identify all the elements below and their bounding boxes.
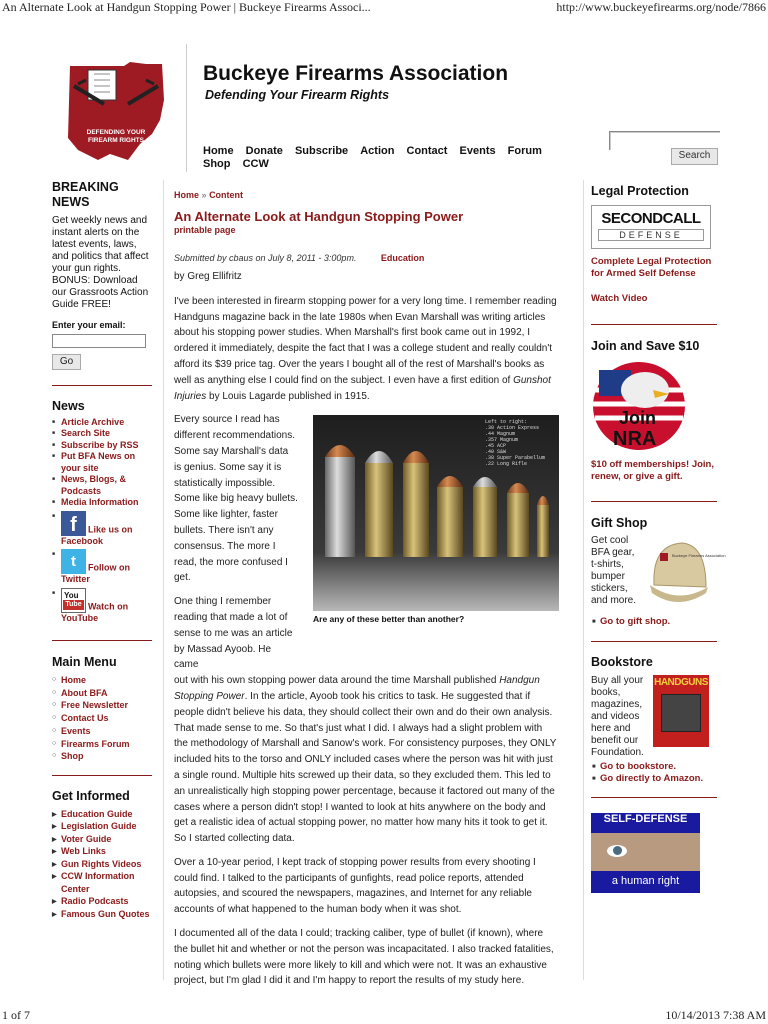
menu-item-events[interactable]: ○ Events xyxy=(52,725,152,738)
article-meta xyxy=(174,248,564,266)
site-slogan: Defending Your Firearm Rights xyxy=(205,88,390,102)
menu-item-shop[interactable]: ○ Shop xyxy=(52,750,152,763)
breadcrumb-content[interactable]: Content xyxy=(209,190,244,200)
right-divider xyxy=(591,641,717,642)
facebook-link[interactable]: ■ f Like us on Facebook xyxy=(52,511,152,548)
pistol-photo xyxy=(661,694,701,732)
category-link[interactable]: Education xyxy=(380,253,425,263)
print-header xyxy=(0,0,768,14)
gift-shop-title: Gift Shop xyxy=(591,516,648,530)
nav-subscribe[interactable]: Subscribe xyxy=(294,145,349,157)
news-item-blogs[interactable]: ■ News, Blogs, & Podcasts xyxy=(52,474,152,497)
self-defense-banner[interactable] xyxy=(591,813,700,893)
menu-item-about[interactable]: ○ About BFA xyxy=(52,687,152,700)
cap-icon xyxy=(648,535,726,609)
svg-text:FIREARM RIGHTS: FIREARM RIGHTS xyxy=(88,137,144,144)
column-divider xyxy=(583,180,584,980)
breaking-news-text: Get weekly news and instant alerts on the latest events, laws, and politics that affect your gun rights. BONUS: Download our Grassroots Action Guide FREE! xyxy=(52,215,149,310)
page-count: 1 of 7 xyxy=(2,1008,30,1022)
site-logo[interactable] xyxy=(64,60,168,166)
cartridges-image xyxy=(313,415,559,611)
right-divider xyxy=(591,501,717,502)
svg-text:.357 Magnum: .357 Magnum xyxy=(485,437,519,443)
bookstore-block xyxy=(591,675,717,761)
informed-item-voter[interactable]: ▶ Voter Guide xyxy=(52,833,152,846)
byline: by Greg Ellifritz xyxy=(174,271,242,282)
eye-image xyxy=(591,833,700,871)
self-defense-bottom-text: a human right xyxy=(611,875,680,887)
legal-protection-link[interactable]: Complete Legal Protection for Armed Self Defense xyxy=(591,256,712,279)
bookstore-title: Bookstore xyxy=(591,655,653,669)
main-menu-title: Main Menu xyxy=(52,655,117,669)
email-label: Enter your email: xyxy=(52,320,126,330)
submitted-line: Submitted by cbaus on July 8, 2011 - 3:00pm. xyxy=(174,253,357,263)
print-timestamp: 10/14/2013 7:38 AM xyxy=(665,1008,766,1022)
join-nra-title: Join and Save $10 xyxy=(591,339,700,353)
nav-events[interactable]: Events xyxy=(459,145,496,157)
svg-text:.30 Action Express: .30 Action Express xyxy=(485,425,540,431)
svg-text:.22 Long Rifle: .22 Long Rifle xyxy=(485,461,528,467)
amazon-link[interactable]: ■ Go directly to Amazon. xyxy=(592,773,704,784)
menu-item-forum[interactable]: ○ Firearms Forum xyxy=(52,738,152,751)
svg-text:.44 Magnum: .44 Magnum xyxy=(485,431,516,437)
secondcall-brand: SECONDCALL xyxy=(601,210,701,227)
news-item-archive[interactable]: ■ Article Archive xyxy=(52,417,152,429)
column-divider xyxy=(163,180,164,980)
nav-home[interactable]: Home xyxy=(203,145,234,157)
header-divider xyxy=(186,44,187,172)
main-menu-list xyxy=(52,674,152,763)
article-paragraph: Over a 10-year period, I kept track of stopping power results from every shooting I could find. I talked to the participants of gunfights, read police reports, attended autopsies, and scoured the newspapers, magazines, and Internet for any reliable accounts of what happened to the human body when it was shot. xyxy=(174,856,536,916)
left-divider xyxy=(52,640,152,641)
nra-membership-link[interactable]: $10 off memberships! Join, renew, or give a gift. xyxy=(591,459,715,482)
article-paragraph: I've been interested in firearm stopping power for a very long time. I remember reading Handguns magazine back in the late 1980s when Evan Marshall was writing articles about his stopping power studies. When Marshall's first book came out in 1992, I ordered it immediately, despite the fact that I was a college student and really couldn't afford its $39 price tag. Over the years I bought all of the rest of Marshall's books as well as anything else I could find on the subject. I even have a first edition of Gunshot Injuries by Louis Lagarde published in 1915. xyxy=(174,295,557,402)
ohio-logo-icon xyxy=(64,60,168,166)
facebook-icon: f xyxy=(61,511,86,536)
right-divider xyxy=(591,797,717,798)
search-button[interactable]: Search xyxy=(671,148,718,165)
news-list xyxy=(52,417,152,625)
self-defense-top-text: SELF-DEFENSE xyxy=(603,813,688,825)
youtube-icon: ■ You Tube xyxy=(61,588,86,613)
informed-item-legislation[interactable]: ▶ Legislation Guide xyxy=(52,820,152,833)
svg-text:Buckeye Firearms Association: Buckeye Firearms Association xyxy=(672,553,726,558)
twitter-icon: t xyxy=(61,549,86,574)
news-item-media[interactable]: ■ Media Information xyxy=(52,497,152,509)
left-divider xyxy=(52,775,152,776)
go-button[interactable]: Go xyxy=(52,354,81,370)
get-informed-title: Get Informed xyxy=(52,788,130,803)
bookstore-link[interactable]: ■ Go to bookstore. xyxy=(592,761,676,772)
left-sidebar xyxy=(52,180,152,920)
site-title[interactable]: Buckeye Firearms Association xyxy=(203,62,509,85)
breadcrumb: Home » Content xyxy=(174,190,244,200)
right-sidebar xyxy=(591,180,726,893)
printable-page-link[interactable]: printable page xyxy=(174,225,236,235)
nra-join-text: Join xyxy=(619,408,657,428)
youtube-link[interactable]: ■ You Tube Watch on YouTube xyxy=(52,588,152,625)
print-page-title: An Alternate Look at Handgun Stopping Power | Buckeye Firearms Associ... xyxy=(2,0,371,14)
right-divider xyxy=(591,324,717,325)
informed-item-podcasts[interactable]: ▶ Radio Podcasts xyxy=(52,895,152,908)
svg-text:.40 S&W: .40 S&W xyxy=(485,449,507,455)
nav-donate[interactable]: Donate xyxy=(245,145,283,157)
gift-shop-block xyxy=(591,535,726,611)
nav-contact[interactable]: Contact xyxy=(406,145,448,157)
nav-forum[interactable]: Forum xyxy=(507,145,542,157)
nav-action[interactable]: Action xyxy=(360,145,395,157)
news-item-search[interactable]: ■ Search Site xyxy=(52,428,152,440)
secondcall-banner[interactable] xyxy=(591,205,711,249)
breaking-news-title: BREAKING NEWS xyxy=(52,180,119,209)
ammunition-photo xyxy=(313,415,559,611)
nra-banner[interactable] xyxy=(591,360,687,458)
informed-item-videos[interactable]: ▶ Gun Rights Videos xyxy=(52,858,152,871)
breadcrumb-home[interactable]: Home xyxy=(174,190,200,200)
news-title: News xyxy=(52,398,85,413)
article-paragraph: I documented all of the data I could; tracking caliber, type of bullet (if known), where the bullet hit and whether or not the person was incapacitated. I also tracked fatalities, noting which bullets were more likely to kill and which were not. It was an exhaustive project, but I'm glad I did it and I'm happy to report the results of my study here. xyxy=(174,928,554,987)
handguns-magazine-title: HANDGUNS xyxy=(654,677,708,688)
news-item-rss[interactable]: ■ Subscribe by RSS xyxy=(52,440,152,452)
image-caption: Are any of these better than another? xyxy=(313,614,465,624)
informed-item-education[interactable]: ▶ Education Guide xyxy=(52,808,152,821)
menu-item-contact[interactable]: ○ Contact Us xyxy=(52,712,152,725)
bookstore-text: Buy all your books, magazines, and videos here and benefit our Foundation. xyxy=(591,675,644,758)
menu-item-home[interactable]: ○ Home xyxy=(52,674,152,687)
article-paragraph: One thing I remember reading that made a lot of sense to me was an article by Massad Ayoob. He came out with his own stopping power data around the time Marshall published Handgun Stopping Power. In the article, Ayoob took his critics to task. He suggested that if people didn't believe his data, they should collect their own and do their own analysis. That made sense to me. So that's just what I did. I always had a slight problem with the methodology of Marshall and Sanow's work. For consistency purposes, they ONLY included hits to the torso and ONLY included cases where the person was hit with just a single round. Multiple hits screwed up their data, so they excluded them. This led to an unrealistically high stopping power percentage, because it factored out many of the cases where a person didn't stop! I wanted to look at hits anywhere on the body and get a realistic idea of actual stopping power, no matter how many hits it took to get it. So I started collecting data. xyxy=(174,596,557,845)
secondcall-sub: DEFENSE xyxy=(598,229,704,241)
svg-text:Left to right:: Left to right: xyxy=(485,419,528,425)
nav-shop[interactable]: Shop xyxy=(203,158,231,170)
informed-item-weblinks[interactable]: ▶ Web Links xyxy=(52,845,152,858)
print-page-url: http://www.buckeyefirearms.org/node/7866 xyxy=(556,0,766,14)
left-divider xyxy=(52,385,152,386)
informed-item-quotes[interactable]: ▶ Famous Gun Quotes xyxy=(52,908,152,921)
watch-video-link[interactable]: Watch Video xyxy=(591,293,648,304)
gift-shop-link[interactable]: ■ Go to gift shop. xyxy=(592,616,671,627)
nav-ccw[interactable]: CCW xyxy=(242,158,269,170)
bfa-cap-image[interactable] xyxy=(648,535,726,609)
gift-shop-text: Get cool BFA gear, t-shirts, bumper stickers, and more. xyxy=(591,535,637,606)
menu-item-newsletter[interactable]: ○ Free Newsletter xyxy=(52,699,152,712)
get-informed-list xyxy=(52,808,152,921)
article-paragraph: Every source I read has different recommendations. Some say Marshall's data is genius. Some say it is statistically impossible. Some like big heavy bullets. Some like lighter, faster bullets. There isn't any consensus. The more I read, the more confused I get. xyxy=(174,414,298,584)
svg-text:.38 Super Parabellum: .38 Super Parabellum xyxy=(485,455,546,461)
informed-item-ccw[interactable]: ▶ CCW Information Center xyxy=(52,870,152,895)
email-field[interactable] xyxy=(52,334,146,348)
handguns-magazine-cover[interactable] xyxy=(653,675,709,747)
svg-text:.45 ACP: .45 ACP xyxy=(485,443,507,449)
article-title[interactable]: An Alternate Look at Handgun Stopping Power xyxy=(174,209,464,224)
news-item-put-bfa[interactable]: ■ Put BFA News on your site xyxy=(52,451,152,474)
twitter-link[interactable]: ■ t Follow on Twitter xyxy=(52,549,152,586)
primary-nav xyxy=(203,145,563,171)
legal-protection-title: Legal Protection xyxy=(591,184,689,198)
svg-text:DEFENDING YOUR: DEFENDING YOUR xyxy=(86,129,146,136)
nra-text: NRA xyxy=(613,428,657,450)
